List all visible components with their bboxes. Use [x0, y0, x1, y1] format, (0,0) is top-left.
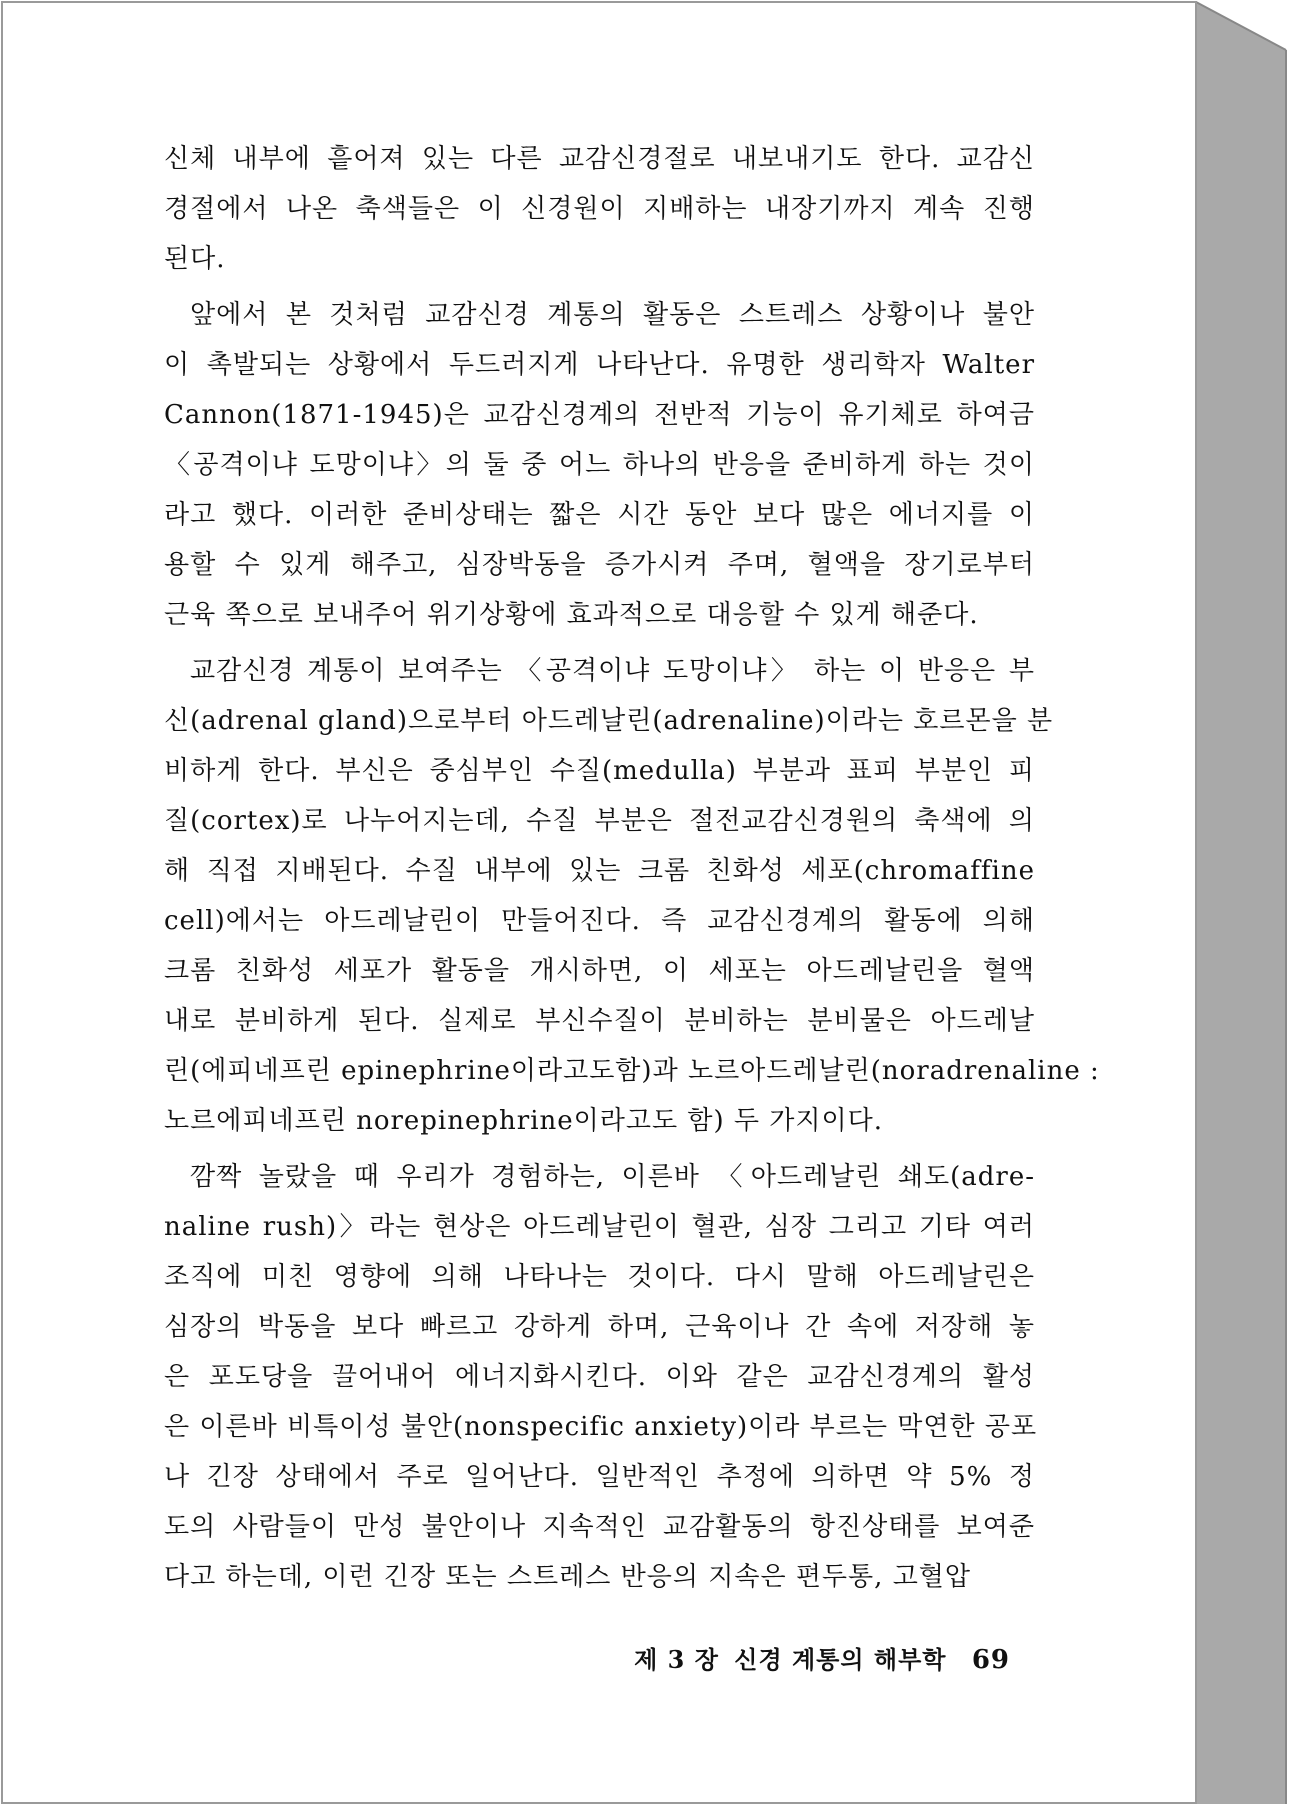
- text-line: 조직에 미친 영향에 의해 나타나는 것이다. 다시 말해 아드레날린은: [164, 1262, 1035, 1292]
- chapter-title: 신경 계통의 해부학: [734, 1645, 947, 1674]
- text-line: 깜짝 놀랐을 때 우리가 경험하는, 이른바 〈아드레날린 쇄도(adre-: [190, 1162, 1035, 1192]
- text-line: 비하게 한다. 부신은 중심부인 수질(medulla) 부분과 표피 부분인 피: [164, 756, 1035, 786]
- text-line: 라고 했다. 이러한 준비상태는 짧은 시간 동안 보다 많은 에너지를 이: [164, 500, 1035, 530]
- text-line: 린(에피네프린 epinephrine이라고도함)과 노르아드레날린(noradrenaline :: [164, 1056, 1100, 1086]
- text-line: 도의 사람들이 만성 불안이나 지속적인 교감활동의 항진상태를 보여준: [164, 1512, 1035, 1542]
- page-footer: [628, 1640, 1010, 1675]
- text-line: 〈공격이냐 도망이냐〉의 둘 중 어느 하나의 반응을 준비하게 하는 것이: [164, 450, 1035, 480]
- page-number: 69: [971, 1645, 1010, 1675]
- text-line: 된다.: [164, 244, 226, 274]
- text-line: 경절에서 나온 축색들은 이 신경원이 지배하는 내장기까지 계속 진행: [164, 194, 1035, 224]
- text-line: 내로 분비하게 된다. 실제로 부신수질이 분비하는 분비물은 아드레날: [164, 1006, 1035, 1036]
- text-line: Cannon(1871-1945)은 교감신경계의 전반적 기능이 유기체로 하여금: [164, 400, 1035, 430]
- text-line: 신(adrenal gland)으로부터 아드레날린(adrenaline)이라는 호르몬을 분: [164, 706, 1054, 736]
- text-line: 신체 내부에 흩어져 있는 다른 교감신경절로 내보내기도 한다. 교감신: [164, 144, 1035, 174]
- book-spine-side: [1196, 2, 1286, 1804]
- text-line: 심장의 박동을 보다 빠르고 강하게 하며, 근육이나 간 속에 저장해 놓: [164, 1312, 1035, 1342]
- text-line: 질(cortex)로 나누어지는데, 수질 부분은 절전교감신경원의 축색에 의: [164, 806, 1035, 836]
- text-line: 근육 쪽으로 보내주어 위기상황에 효과적으로 대응할 수 있게 해준다.: [164, 600, 979, 630]
- text-line: 크롬 친화성 세포가 활동을 개시하면, 이 세포는 아드레날린을 혈액: [164, 956, 1035, 986]
- text-line: 다고 하는데, 이런 긴장 또는 스트레스 반응의 지속은 편두통, 고혈압: [164, 1562, 972, 1592]
- text-line: naline rush)〉라는 현상은 아드레날린이 혈관, 심장 그리고 기타 여러: [164, 1212, 1035, 1242]
- text-line: 앞에서 본 것처럼 교감신경 계통의 활동은 스트레스 상황이나 불안: [190, 300, 1035, 330]
- chapter-label: 제 3 장: [634, 1645, 719, 1674]
- text-line: 용할 수 있게 해주고, 심장박동을 증가시켜 주며, 혈액을 장기로부터: [164, 550, 1035, 580]
- text-line: 해 직접 지배된다. 수질 내부에 있는 크롬 친화성 세포(chromaffine: [164, 856, 1035, 886]
- text-line: cell)에서는 아드레날린이 만들어진다. 즉 교감신경계의 활동에 의해: [164, 906, 1035, 936]
- text-line: 나 긴장 상태에서 주로 일어난다. 일반적인 추정에 의하면 약 5% 정: [164, 1462, 1035, 1492]
- text-line: 교감신경 계통이 보여주는 〈공격이냐 도망이냐〉 하는 이 반응은 부: [190, 656, 1035, 686]
- text-line: 이 촉발되는 상황에서 두드러지게 나타난다. 유명한 생리학자 Walter: [164, 350, 1035, 380]
- text-line: 은 포도당을 끌어내어 에너지화시킨다. 이와 같은 교감신경계의 활성: [164, 1362, 1035, 1392]
- text-line: 은 이른바 비특이성 불안(nonspecific anxiety)이라 부르는 막연한 공포: [164, 1412, 1038, 1442]
- text-line: 노르에피네프린 norepinephrine이라고도 함) 두 가지이다.: [164, 1106, 884, 1136]
